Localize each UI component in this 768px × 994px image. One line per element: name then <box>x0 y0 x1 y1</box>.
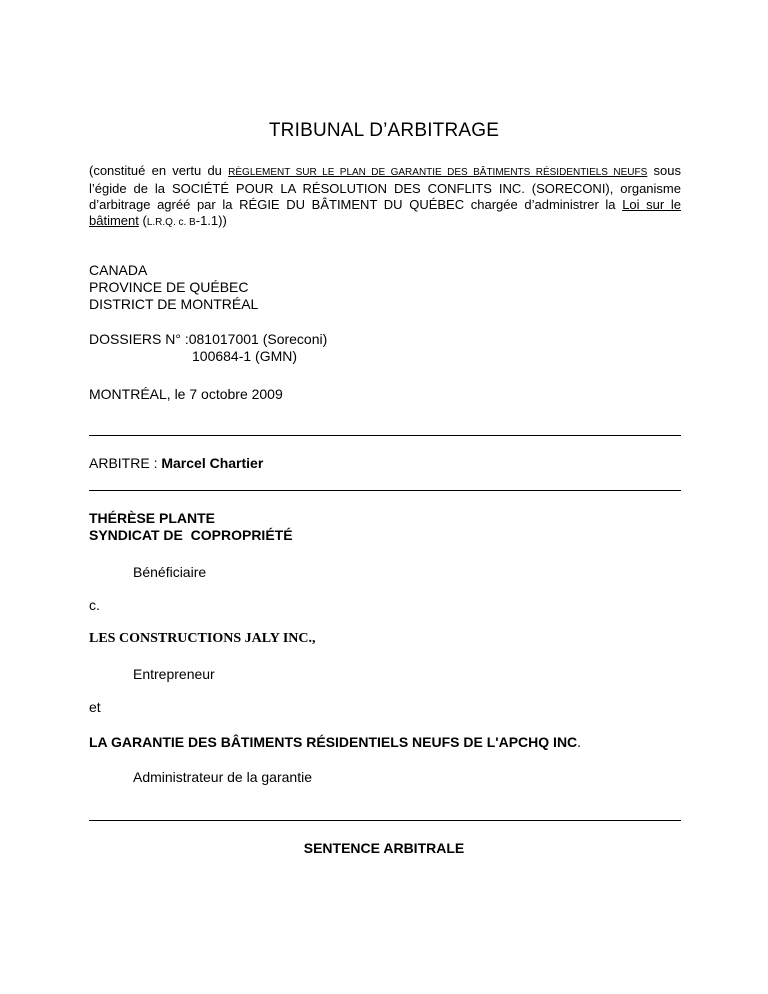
reglement-reference: RÈGLEMENT SUR LE PLAN DE GARANTIE DES BÂTIMENTS RÉSIDENTIELS NEUFS <box>228 167 648 178</box>
beneficiaire-name-2: SYNDICAT DE COPROPRIÉTÉ <box>89 527 293 543</box>
administrateur-line <box>89 734 581 751</box>
document-title: TRIBUNAL D’ARBITRAGE <box>268 120 500 141</box>
dossiers-label: DOSSIERS N° : <box>89 331 189 347</box>
intro-text-2: sous l’égide de la SOCIÉTÉ POUR LA RÉSOLUTION DES CONFLITS INC. (SORECONI), organisme d’arbitrage agréé par la RÉGIE DU BÂTIMENT DU QUÉBEC chargée d’administrer la <box>89 163 681 212</box>
loi-reference: Loi sur le bâtiment <box>89 197 681 228</box>
dossier-soreconi: 081017001 (Soreconi) <box>188 331 328 347</box>
intro-text-4: -1.1)) <box>195 213 227 228</box>
divider <box>89 820 681 821</box>
sentence-heading: SENTENCE ARBITRALE <box>303 840 465 856</box>
jurisdiction-province: PROVINCE DE QUÉBEC <box>89 279 249 295</box>
beneficiaire-names <box>89 510 293 544</box>
et-label: et <box>89 699 101 715</box>
arbitre-label: ARBITRE : <box>89 455 162 471</box>
intro-paragraph <box>89 163 681 231</box>
administrateur-name: LA GARANTIE DES BÂTIMENTS RÉSIDENTIELS NEUFS DE L'APCHQ INC <box>89 734 578 750</box>
versus-label: c. <box>89 597 100 613</box>
arbitre-name: Marcel Chartier <box>161 455 264 471</box>
beneficiaire-role: Bénéficiaire <box>133 564 207 580</box>
lrq-reference: L.R.Q. c. B <box>146 217 196 228</box>
arbitre-line <box>89 455 263 472</box>
jurisdiction-block <box>89 262 258 313</box>
intro-text-3: ( <box>138 213 147 228</box>
dossiers-block <box>89 331 327 365</box>
beneficiaire-name-1: THÉRÈSE PLANTE <box>89 510 216 526</box>
document-date: MONTRÉAL, le 7 octobre 2009 <box>89 386 283 402</box>
administrateur-period: . <box>577 734 582 750</box>
entrepreneur-name: LES CONSTRUCTIONS JALY INC., <box>89 631 316 646</box>
dossier-gmn: 100684-1 (GMN) <box>192 348 298 364</box>
intro-text-1: (constitué en vertu du <box>89 163 229 178</box>
administrateur-role: Administrateur de la garantie <box>133 769 312 785</box>
divider <box>89 435 681 436</box>
entrepreneur-role: Entrepreneur <box>133 666 215 682</box>
jurisdiction-district: DISTRICT DE MONTRÉAL <box>89 296 259 312</box>
divider <box>89 490 681 491</box>
jurisdiction-country: CANADA <box>89 262 148 278</box>
